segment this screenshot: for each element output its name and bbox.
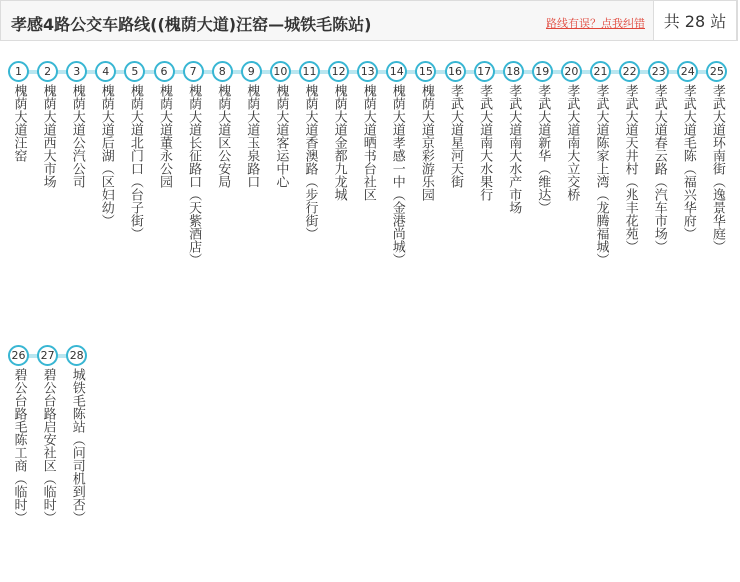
bus-stop[interactable] xyxy=(237,61,266,188)
stop-name[interactable]: 槐荫大道玉泉路口 xyxy=(244,84,260,188)
stop-number-badge[interactable]: 23 xyxy=(648,61,669,82)
stop-number-badge[interactable]: 8 xyxy=(212,61,233,82)
route-title: 孝感4路公交车路线((槐荫大道)汪窑—城铁毛陈站) xyxy=(11,15,372,34)
stop-number-badge[interactable]: 7 xyxy=(183,61,204,82)
bus-stop[interactable] xyxy=(324,61,353,201)
stop-name[interactable]: 碧公台路毛陈工商（临时） xyxy=(11,368,27,524)
stop-number-badge[interactable]: 24 xyxy=(677,61,698,82)
bus-stop[interactable] xyxy=(441,61,470,188)
stop-number-badge[interactable]: 4 xyxy=(95,61,116,82)
stop-number-badge[interactable]: 10 xyxy=(270,61,291,82)
bus-stop[interactable] xyxy=(4,61,33,162)
bus-stop[interactable] xyxy=(33,345,62,524)
stop-name[interactable]: 槐荫大道汪窑 xyxy=(11,84,27,162)
report-error-link[interactable]: 路线有误？点我纠错 xyxy=(546,17,645,30)
bus-stop[interactable] xyxy=(702,61,731,253)
bus-stop[interactable] xyxy=(62,61,91,188)
stop-name[interactable]: 槐荫大道金都九龙城 xyxy=(331,84,347,201)
stop-name[interactable]: 槐荫大道公汽公司 xyxy=(69,84,85,188)
bus-stop[interactable] xyxy=(120,61,149,240)
stop-number-badge[interactable]: 5 xyxy=(124,61,145,82)
stop-name[interactable]: 槐荫大道区公安局 xyxy=(215,84,231,188)
bus-stop[interactable] xyxy=(33,61,62,188)
bus-stop[interactable] xyxy=(470,61,499,201)
stop-name[interactable]: 孝武大道南大水产市场 xyxy=(506,84,522,214)
bus-stop[interactable] xyxy=(528,61,557,214)
stop-number-badge[interactable]: 21 xyxy=(590,61,611,82)
stop-name[interactable]: 孝武大道春云路（汽车市场） xyxy=(651,84,667,253)
stop-name[interactable]: 城铁毛陈站（问司机到否） xyxy=(69,368,85,524)
stop-number-badge[interactable]: 25 xyxy=(706,61,727,82)
bus-stop[interactable] xyxy=(266,61,295,188)
stop-number-badge[interactable]: 15 xyxy=(415,61,436,82)
stop-number-badge[interactable]: 11 xyxy=(299,61,320,82)
bus-stop[interactable] xyxy=(150,61,179,188)
stop-number-badge[interactable]: 22 xyxy=(619,61,640,82)
bus-stop[interactable] xyxy=(557,61,586,201)
stop-name[interactable]: 槐荫大道晒书台社区 xyxy=(360,84,376,201)
stop-number-badge[interactable]: 16 xyxy=(445,61,466,82)
stop-number-badge[interactable]: 12 xyxy=(328,61,349,82)
bus-stop[interactable] xyxy=(208,61,237,188)
bus-stop[interactable] xyxy=(353,61,382,201)
stop-name[interactable]: 槐荫大道西大市场 xyxy=(40,84,56,188)
stop-number-badge[interactable]: 9 xyxy=(241,61,262,82)
stop-number-badge[interactable]: 20 xyxy=(561,61,582,82)
stop-number-badge[interactable]: 13 xyxy=(357,61,378,82)
stop-name[interactable]: 孝武大道新华（维达） xyxy=(535,84,551,214)
bus-stop[interactable] xyxy=(644,61,673,253)
stop-number-badge[interactable]: 14 xyxy=(386,61,407,82)
bus-stop[interactable] xyxy=(615,61,644,253)
bus-stop[interactable] xyxy=(499,61,528,214)
bus-stop[interactable] xyxy=(62,345,91,524)
bus-stop[interactable] xyxy=(91,61,120,227)
stop-name[interactable]: 槐荫大道长征路口（天紫酒店） xyxy=(186,84,202,266)
stop-name[interactable]: 孝武大道天井村（兆丰花苑） xyxy=(622,84,638,253)
bus-stop[interactable] xyxy=(295,61,324,240)
stop-number-badge[interactable]: 28 xyxy=(66,345,87,366)
stop-name[interactable]: 孝武大道毛陈（福兴华府） xyxy=(680,84,696,240)
stop-name[interactable]: 孝武大道南大立交桥 xyxy=(564,84,580,201)
stop-number-badge[interactable]: 17 xyxy=(474,61,495,82)
route-header xyxy=(0,0,738,41)
stop-name[interactable]: 孝武大道环南街（逸景华庭） xyxy=(709,84,725,253)
stop-name[interactable]: 槐荫大道北门口（台子街） xyxy=(127,84,143,240)
stop-count-badge: 共 28 站 xyxy=(653,0,737,41)
stop-number-badge[interactable]: 27 xyxy=(37,345,58,366)
stop-name[interactable]: 槐荫大道董永公园 xyxy=(157,84,172,188)
stop-number-badge[interactable]: 6 xyxy=(154,61,175,82)
stop-name[interactable]: 槐荫大道客运中心 xyxy=(273,84,289,188)
stop-number-badge[interactable]: 3 xyxy=(66,61,87,82)
bus-stop[interactable] xyxy=(586,61,615,266)
stop-name[interactable]: 孝武大道南大水果行 xyxy=(477,84,493,201)
stop-name[interactable]: 槐荫大道香澳路（步行街） xyxy=(302,84,318,240)
stop-number-badge[interactable]: 26 xyxy=(8,345,29,366)
stop-name[interactable]: 槐荫大道孝感一中（金港尚城） xyxy=(389,84,405,266)
stop-number-badge[interactable]: 2 xyxy=(37,61,58,82)
stop-name[interactable]: 孝武大道星河天街 xyxy=(448,84,463,188)
stop-name[interactable]: 孝武大道陈家上湾（龙腾福城） xyxy=(593,84,609,266)
stop-name[interactable]: 碧公台路启安社区（临时） xyxy=(40,368,56,524)
stop-number-badge[interactable]: 1 xyxy=(8,61,29,82)
bus-stop[interactable] xyxy=(673,61,702,240)
stop-number-badge[interactable]: 19 xyxy=(532,61,553,82)
bus-stop[interactable] xyxy=(179,61,208,266)
stop-name[interactable]: 槐荫大道后湖（区妇幼） xyxy=(98,84,114,227)
bus-stop[interactable] xyxy=(411,61,440,201)
bus-stop[interactable] xyxy=(4,345,33,524)
stop-name[interactable]: 槐荫大道京彩游乐园 xyxy=(418,84,434,201)
stop-number-badge[interactable]: 18 xyxy=(503,61,524,82)
bus-stop[interactable] xyxy=(382,61,411,266)
